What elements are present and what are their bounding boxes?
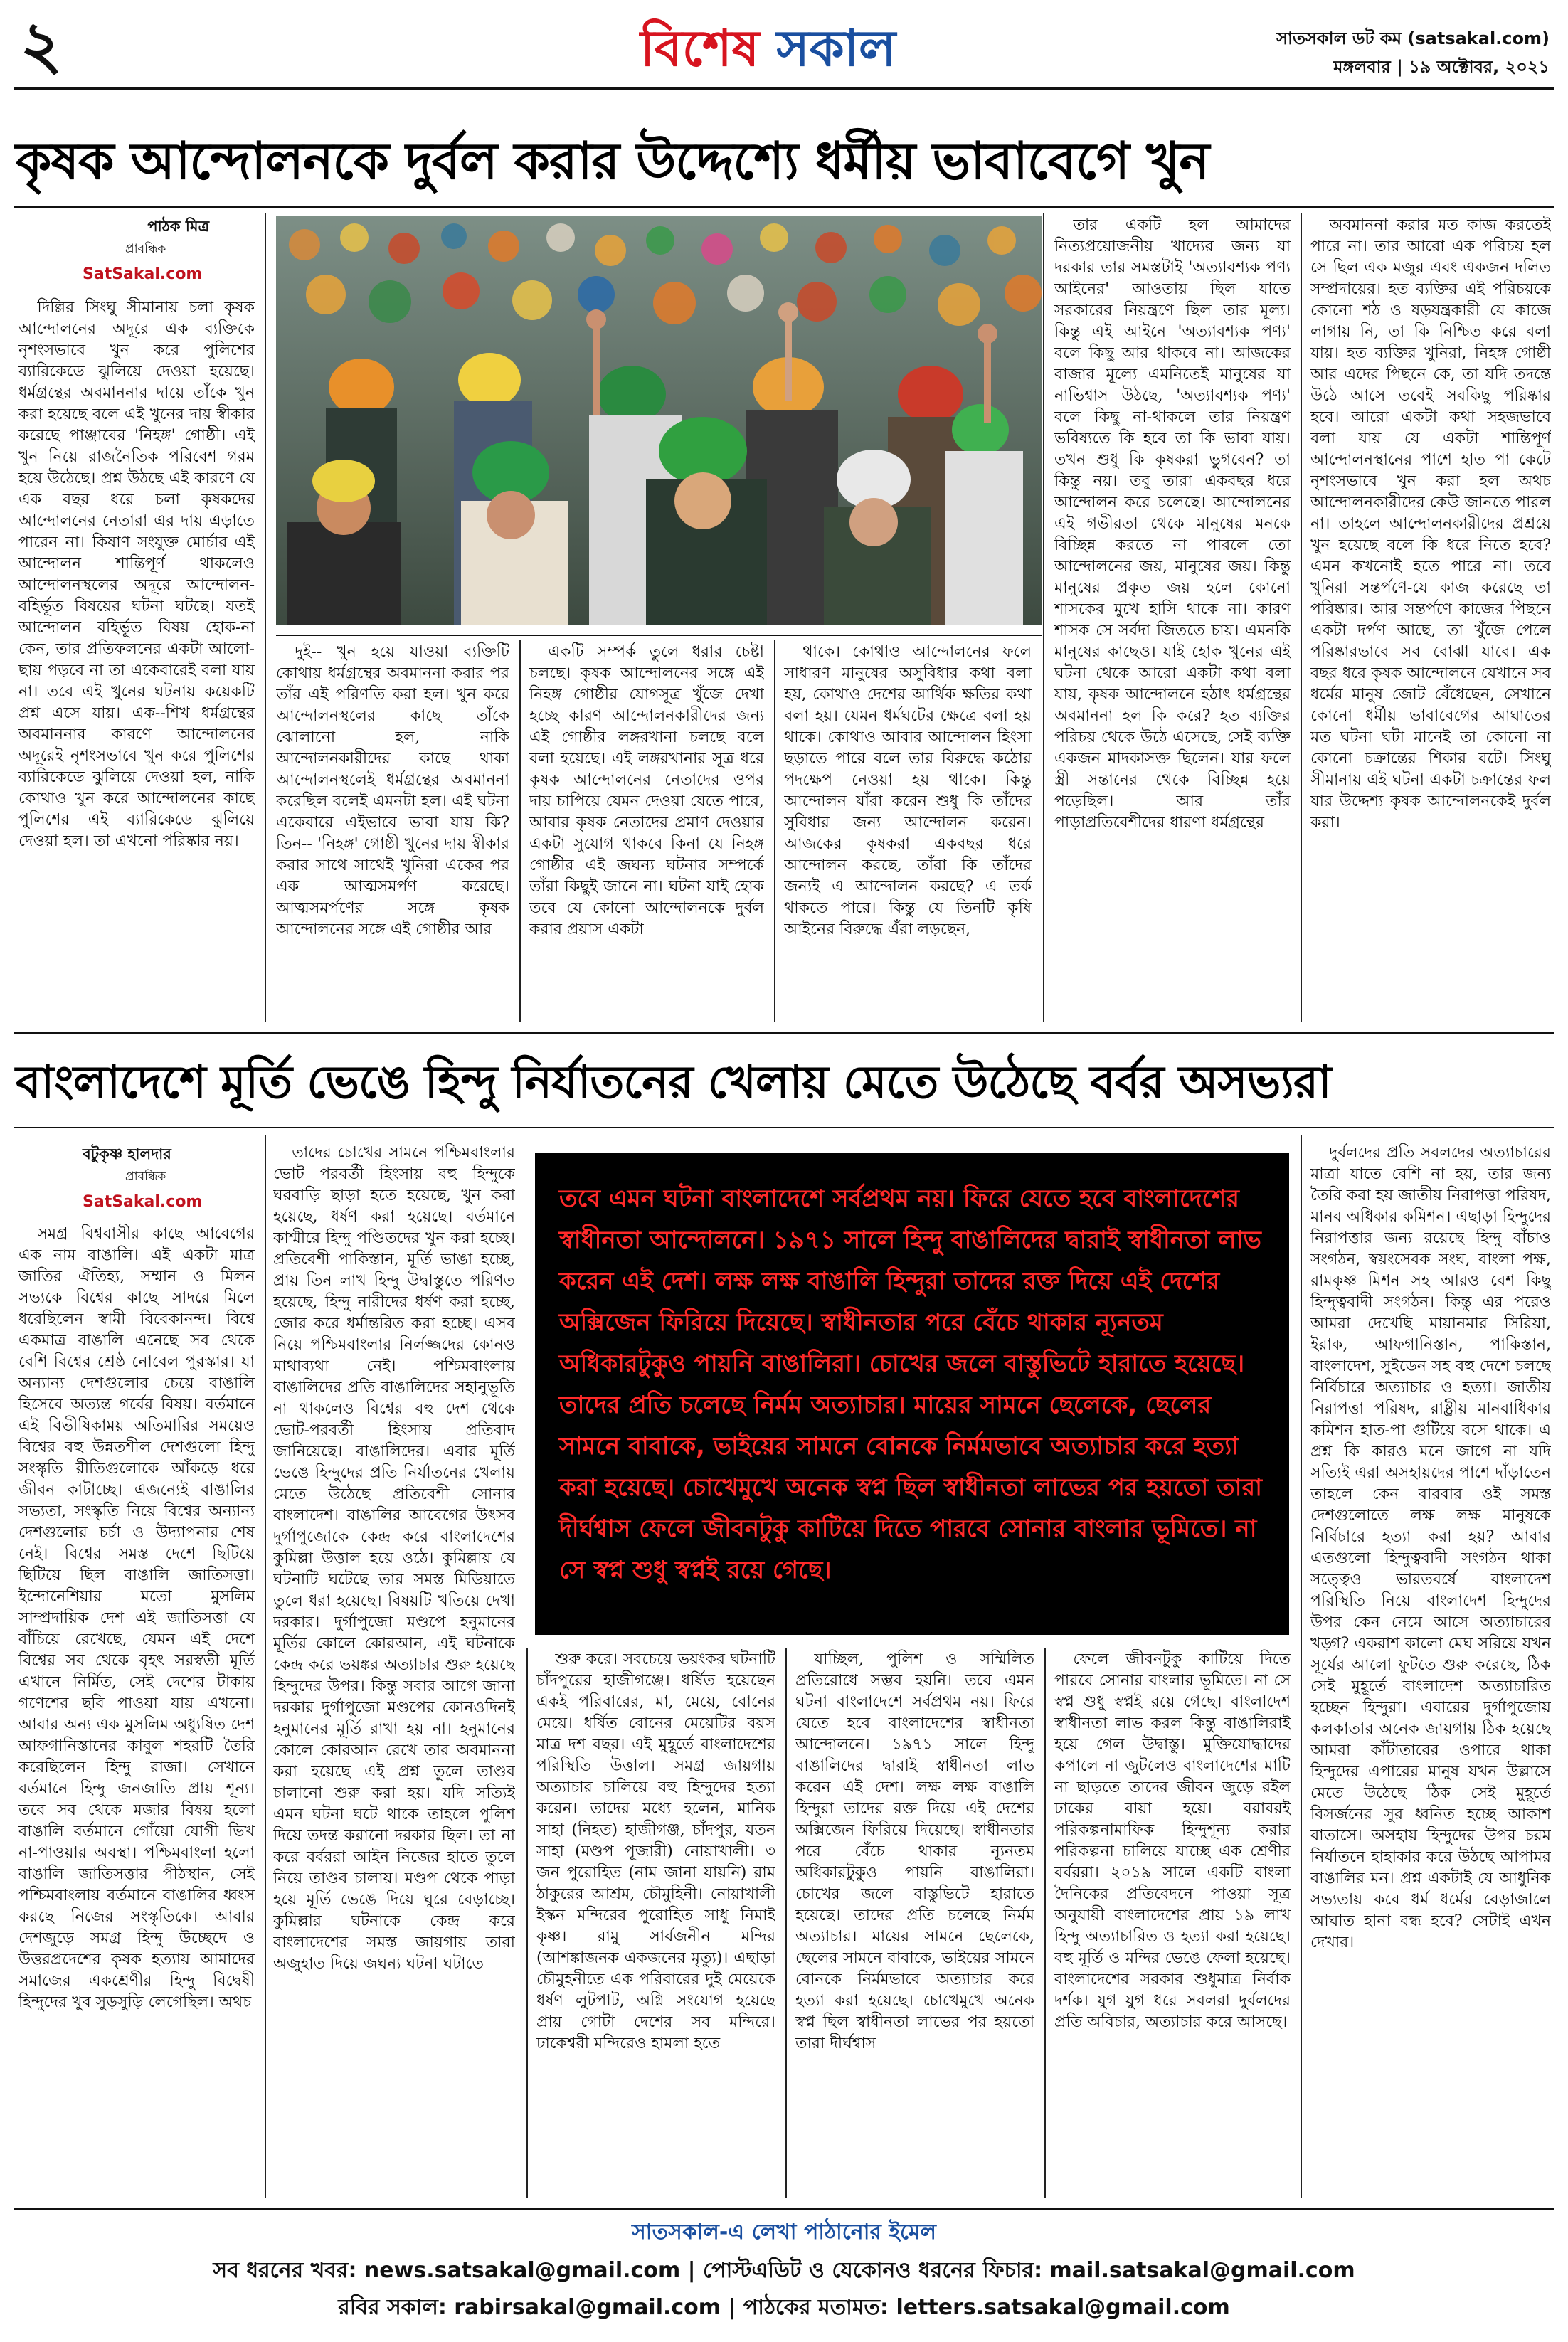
masthead-word-1: বিশেষ — [640, 19, 760, 78]
masthead-word-2: সকাল — [776, 19, 896, 78]
footer-emails-line2: রবির সকাল: rabirsakal@gmail.com | পাঠকের মতামত: letters.satsakal@gmail.com — [338, 2295, 1230, 2320]
article2-colrule-3 — [785, 1648, 787, 2198]
article1-author-role: প্রাবন্ধিক — [125, 242, 166, 256]
article1-col4: থাকে। কোথাও আন্দোলনের ফলে সাধারণ মানুষের অসুবিধার কথা বলা হয়, কোথাও দেশের আর্থিক ক্ষতির কথা বলা হয়। যেমন ধর্মঘটের ক্ষেত্রে বলা হয় থাকে। কোথাও আবার আন্দোলন হিংসা ছড়াতে পারে বলে তার বিরুদ্ধে কঠোর পদক্ষেপ নেওয়া হয় থাকে। কিন্তু আন্দোলন যাঁরা করেন শুধু কি তাঁদের সুবিধার জন্য আন্দোলন করেন। আজকের কৃষকরা একবছর ধরে আন্দোলন করছে, তাঁরা কি তাঁদের জন্যই এ আন্দোলন করছে? এ তর্ক থাকতে পারে। কিন্তু যে তিনটি কৃষি আইনের বিরুদ্ধে এঁরা লড়ছেন, — [784, 643, 1032, 938]
pullquote-box — [535, 1153, 1289, 1635]
article1-headline-rule — [14, 206, 1554, 208]
article1-site: SatSakal.com — [83, 265, 203, 283]
article1-photo-rule — [276, 635, 1042, 636]
issue-date: মঙ্গলবার | ১৯ অক্টোবর, ২০২১ — [1333, 57, 1550, 77]
article2-col1: সমগ্র বিশ্ববাসীর কাছে আবেগের এক নাম বাঙালি। এই একটা মাত্র জাতির ঐতিহ্য, সম্মান ও মিলন সভ্যকে বিশ্বের কাছে সাদরে মিলে ধরেছিলেন স্বামী বিবেকানন্দ। বিশ্বে একমাত্র বাঙালি এনেছে সব থেকে বেশি বিশ্বের শ্রেষ্ঠ নোবেল পুরস্কার। যা অন্যান্য দেশগুলোর চেয়ে বাঙালি হিসেবে অত্যন্ত গর্বের বিষয়। বর্তমানে এই বিভীষিকাময় অতিমারির সময়েও বিশ্বের বহু উন্নতশীল দেশগুলো হিন্দু সংস্কৃতি রীতিগুলোকে আঁকড়ে ধরে জীবন কাটাচ্ছে। এজন্যেই বাঙালির সভ্যতা, সংস্কৃতি নিয়ে বিশ্বের অন্যান্য দেশগুলোর চর্চা ও উদ্যাপনার শেষ নেই। বিশ্বের সমস্ত দেশে ছিটিয়ে ছিটিয়ে ছিল বাঙালি জাতিসত্তা। ইন্দোনেশিয়ার মতো মুসলিম সাম্প্রদায়িক দেশ এই জাতিসত্তা যে বাঁচিয়ে রেখেছে, যেমন এই দেশে বিশ্বের সব থেকে বৃহৎ সরস্বতী মূর্তি এখানে নির্মিত, সেই দেশের টাকায় গণেশের ছবি পাওয়া যায় এখনো। আবার অন্য এক মুসলিম অধ্যুষিত দেশ আফগানিস্তানের কাবুল শহরটি তৈরি করেছিলেন হিন্দু রাজা। সেখানে বর্তমানে হিন্দু জনজাতি প্রায় শূন্য। তবে সব থেকে মজার বিষয় হলো বাঙালি বর্তমানে গোঁয়ো যোগী ভিখ না-পাওয়ার অবস্থা। পশ্চিমবাংলা হলো বাঙালি জাতিসত্তার পীঠস্থান, সেই পশ্চিমবাংলায় বর্তমানে বাঙালির ধ্বংস করছে নিজের সংস্কৃতিকে। আবার দেশজুড়ে সমগ্র হিন্দু উচ্ছেদে ও উত্তরপ্রদেশের কৃষক হত্যায় আমাদের সমাজের একশ্রেণীর হিন্দু বিদ্বেষী হিন্দুদের খুব সুড়সুড়ি লেগেছিল। অথচ — [18, 1225, 255, 2011]
article1-colrule-5 — [1301, 213, 1302, 1022]
article1-col5: তার একটি হল আমাদের নিত্যপ্রয়োজনীয় খাদ্যের জন্য যা দরকার তার সমস্তটাই 'অত্যাবশ্যক পণ্য আইনের' আওতায় ছিল যাতে সরকারের নিয়ন্ত্রণে ছিল তার মূল্য। কিন্তু এই আইনে 'অত্যাবশ্যক পণ্য' বলে কিছু আর থাকবে না। আজকের বাজার মূল্যে এমনিতেই মানুষের যা নাভিশ্বাস উঠছে, 'অত্যাবশ্যক পণ্য' বলে কিছু না-থাকলে তার নিয়ন্ত্রণ ভবিষ্যতে কি হবে তা কি ভাবা যায়। তখন শুধু কি কৃষকরা ভুগবেন? তা কিন্তু নয়। তবু তারা একবছর ধরে আন্দোলন করে চলেছে। আন্দোলনের এই গভীরতা থেকে মানুষের মনকে বিচ্ছিন্ন করতে না পারলে তো আন্দোলনের জয়, মানুষের জয়। কিন্তু মানুষের প্রকৃত জয় হলে কোনো শাসকের মুখে হাসি থাকে না। কারণ শাসক সে সর্বদা জিততে চায়। এমনকি মানুষের কাছেও। যাই হোক খুনের এই ঘটনা থেকে আরো একটা কথা বলা যায়, কৃষক আন্দোলনে হঠাৎ ধর্মগ্রন্থের অবমাননা হল কি করে? হত ব্যক্তির পরিচয় থেকে উঠে এসেছে, সেই ব্যক্তি একজন মাদকাসক্ত ছিলেন। যার ফলে স্ত্রী সন্তানের থেকে বিচ্ছিন্ন হয়ে পড়েছিল। আর তাঁর পাড়াপ্রতিবেশীদের ধারণা ধর্মগ্রন্থের — [1054, 216, 1291, 832]
article2-colrule-1 — [265, 1135, 266, 2198]
article1-author: পাঠক মিত্র — [147, 218, 209, 235]
footer-emails-line1: সব ধরনের খবর: news.satsakal@gmail.com | পোস্টএডিট ও যেকোনও ধরনের ফিচার: mail.satsakal@gmail.com — [213, 2258, 1355, 2283]
article2-author: বটুকৃষ্ণ হালদার — [83, 1145, 171, 1162]
article2-col2: তাদের চোখের সামনে পশ্চিমবাংলার ভোট পরবর্তী হিংসায় বহু হিন্দুকে ঘরবাড়ি ছাড়া হতে হয়েছে, খুন করা হয়েছে, ধর্ষণ করা হয়েছে। বর্তমানে কাশ্মীরে হিন্দু পণ্ডিতদের খুন করা হচ্ছে। প্রতিবেশী পাকিস্তান, মূর্তি ভাঙা হচ্ছে, প্রায় তিন লাখ হিন্দু উদ্বাস্তুতে পরিণত হয়েছে, হিন্দু নারীদের ধর্ষণ করা হচ্ছে, জোর করে ধর্মান্তরিত করা হচ্ছে। এসব নিয়ে পশ্চিমবাংলার নির্লজ্জদের কোনও মাথাব্যথা নেই। পশ্চিমবাংলায় বাঙালিদের প্রতি বাঙালিদের সহানুভূতি না থাকলেও বিশ্বের বহু দেশ থেকে ভোট-পরবর্তী হিংসায় প্রতিবাদ জানিয়েছে। বাঙালিদের। এবার মূর্তি ভেঙে হিন্দুদের প্রতি নির্যাতনের খেলায় মেতে উঠেছে প্রতিবেশী সোনার বাংলাদেশ। বাঙালির আবেগের উৎসব দুর্গাপুজোকে কেন্দ্র করে বাংলাদেশের কুমিল্লা উত্তাল হয়ে ওঠে। কুমিল্লায় যে ঘটনাটি ঘটেছে তার সমস্ত মিডিয়াতে তুলে ধরা হয়েছে। বিষয়টি খতিয়ে দেখা দরকার। দুর্গাপুজো মণ্ডপে হনুমানের মূর্তির কোলে কোরআন, এই ঘটনাকে কেন্দ্র করে ভয়ঙ্কর অত্যাচার শুরু হয়েছে হিন্দুদের উপর। কিন্তু সবার আগে জানা দরকার দুর্গাপুজো মণ্ডপের কোনওদিনই হনুমানের মূর্তি রাখা হয় না। হনুমানের কোলে কোরআন রেখে তার অবমাননা করা হয়েছে এই প্রশ্ন তুলে তাণ্ডব চালানো শুরু করা হয়। যদি সত্যিই এমন ঘটনা ঘটে থাকে তাহলে পুলিশ দিয়ে তদন্ত করানো দরকার ছিল। তা না করে বর্বররা আইন নিজের হাতে তুলে নিয়ে তাণ্ডব চালায়। মণ্ডপ থেকে পাড়া হয়ে মূর্তি ভেঙে দিয়ে ঘুরে বেড়াচ্ছে। কুমিল্লার ঘটনাকে কেন্দ্র করে বাংলাদেশের সমস্ত জায়গায় তারা অজুহাত দিয়ে জঘন্য ঘটনা ঘটাতে — [273, 1144, 515, 1973]
masthead — [640, 18, 896, 78]
article1-col6: অবমাননা করার মত কাজ করতেই পারে না। তার আরো এক পরিচয় হল সে ছিল এক মজুর এবং একজন দলিত সম্প্রদায়ের। হত ব্যক্তির এই পরিচয়কে কোনো শঠ ও ষড়যন্ত্রকারী যে কাজে লাগায় নি, তা কি নিশ্চিত করে বলা যায়। হত ব্যক্তির খুনিরা, নিহঙ্গ গোষ্ঠী আর এদের পিছনে কে, তা যদি তদন্তে উঠে আসে তবেই সবকিছু পরিষ্কার হবে। আরো একটা কথা সহজভাবে বলা যায় যে একটা শান্তিপূর্ণ আন্দোলনস্থানের পাশে হাত পা কেটে নৃশংসভাবে খুন করা হল অথচ আন্দোলনকারীদের কেউ জানতে পারল না। তাহলে আন্দোলনকারীদের প্রশ্রয়ে খুন হয়েছে বলে কি ধরে নিতে হবে? এমন কখনোই হতে পারে না। তবে খুনিরা সন্তর্পণে-যে কাজ করেছে তা পরিষ্কার। আর সন্তর্পণে কাজের পিছনে একটা দর্পণ আছে, তা খুঁজে পেলে পরিষ্কারভাবে সব বোঝা যাবে। এক বছর ধরে কৃষক আন্দোলনে যেখানে সব ধর্মের মানুষ জোট বেঁধেছেন, সেখানে কোনো ধর্মীয় ভাবাবেগের আঘাতের মত ঘটনা ঘটা মানেই তা কোনো না কোনো চক্রান্তের শিকার বটে। সিংঘু সীমানায় এই ঘটনা একটা চক্রান্তের ফল যার উদ্দেশ্য কৃষক আন্দোলনকেই দুর্বল করা। — [1310, 216, 1551, 832]
article1-col2: দুই-- খুন হয়ে যাওয়া ব্যক্তিটি কোথায় ধর্মগ্রন্থের অবমাননা করার পর তাঁর এই পরিণতি করা হল। খুন করে আন্দোলনস্থলের কাছে তাঁকে ঝোলানো হল, নাকি আন্দোলনকারীদের কাছে থাকা আন্দোলনস্থলেই ধর্মগ্রন্থের অবমাননা করেছিল বলেই এমনটা হল। এই ঘটনা একেবারে এইভাবে ভাবা যায় কি? তিন-- 'নিহঙ্গ' গোষ্ঠী খুনের দায় স্বীকার করার সাথে সাথেই খুনিরা একের পর এক আত্মসমর্পণ করেছে। আত্মসমর্পণের সঙ্গে কৃষক আন্দোলনের সঙ্গে এই গোষ্ঠীর আর — [276, 643, 509, 938]
article2-headline: বাংলাদেশে মূর্তি ভেঙে হিন্দু নির্যাতনের খেলায় মেতে উঠেছে বর্বর অসভ্যরা — [16, 1056, 1331, 1109]
footer-rule — [14, 2208, 1554, 2210]
article2-headline-rule — [14, 1127, 1554, 1128]
article1-headline: কৃষক আন্দোলনকে দুর্বল করার উদ্দেশ্যে ধর্মীয় ভাবাবেগে খুন — [16, 131, 1209, 191]
article2-col4: যাচ্ছিল, পুলিশ ও সম্মিলিত প্রতিরোধে সম্ভব হয়নি। তবে এমন ঘটনা বাংলাদেশে সর্বপ্রথম নয়। ফিরে যেতে হবে বাংলাদেশের স্বাধীনতা আন্দোলনে। ১৯৭১ সালে হিন্দু বাঙালিদের দ্বারাই স্বাধীনতা লাভ করেন এই দেশ। লক্ষ লক্ষ বাঙালি হিন্দুরা তাদের রক্ত দিয়ে এই দেশের অক্সিজেন ফিরিয়ে দিয়েছে। স্বাধীনতার পরে বেঁচে থাকার ন্যূনতম অধিকারটুকুও পায়নি বাঙালিরা। চোখের জলে বাস্তুভিটে হারাতে হয়েছে। তাদের প্রতি চলেছে নির্মম অত্যাচার। মায়ের সামনে ছেলেকে, ছেলের সামনে বাবাকে, ভাইয়ের সামনে বোনকে নির্মমভাবে অত্যাচার করে হত্যা করা হয়েছে। চোখেমুখে অনেক স্বপ্ন ছিল স্বাধীনতা লাভের পর হয়তো তারা দীর্ঘশ্বাস — [795, 1650, 1034, 2052]
article2-colrule-2 — [526, 1648, 528, 2198]
article2-col3: শুরু করে। সবচেয়ে ভয়ংকর ঘটনাটি চাঁদপুরের হাজীগঞ্জে। ধর্ষিত হয়েছেন একই পরিবারের, মা, মেয়ে, বোনের মেয়ে। ধর্ষিত বোনের মেয়েটির বয়স মাত্র দশ বছর। এই মুহূর্তে বাংলাদেশের পরিস্থিতি উত্তাল। সমগ্র জায়গায় অত্যাচার চালিয়ে বহু হিন্দুদের হত্যা করেন। তাদের মধ্যে হলেন, মানিক সাহা (নিহত) হাজীগঞ্জ, চাঁদপুর, যতন সাহা (মণ্ডপ পূজারী) নোয়াখালী। ৩ জন পুরোহিত (নাম জানা যায়নি) রাম ঠাকুরের আশ্রম, চৌমুহিনী। নোয়াখালী ইস্কন মন্দিরের পুরোহিত সাধু নিমাই কৃষ্ণ। রামু সার্বজনীন মন্দির (আশঙ্কাজনক একজনের মৃত্যু)। এছাড়া চৌমুহনীতে এক পরিবারের দুই মেয়েকে ধর্ষণ লুটপাট, অগ্নি সংযোগ হয়েছে প্রায় গোটা দেশের সব মন্দিরে। ঢাকেশ্বরী মন্দিরেও হামলা হতে — [536, 1650, 775, 2052]
article2-colrule-4 — [1044, 1648, 1046, 2198]
article1-colrule-1 — [265, 213, 266, 1022]
article2-author-role: প্রাবন্ধিক — [125, 1170, 166, 1184]
article2-byline — [18, 1143, 259, 1211]
header-rule — [14, 87, 1554, 90]
site-name: সাতসকাল ডট কম (satsakal.com) — [1276, 28, 1550, 48]
article1-colrule-3 — [774, 640, 775, 1022]
farmers-protest-photo — [276, 216, 1042, 625]
article2-site: SatSakal.com — [83, 1193, 203, 1211]
article1-col3: একটি সম্পর্ক তুলে ধরার চেষ্টা চলছে। কৃষক আন্দোলনের সঙ্গে এই নিহঙ্গ গোষ্ঠীর যোগসূত্র খুঁজে দেখা হচ্ছে কারণ আন্দোলনকারীদের জন্য এই গোষ্ঠীর লঙ্গরখানা চলছে বলে বলা হয়েছে। এই লঙ্গরখানার সূত্র ধরে কৃষক আন্দোলনের নেতাদের ওপর দায় চাপিয়ে যেমন দেওয়া যেতে পারে, আবার কৃষক নেতাদের প্রমাণ দেওয়ার একটা সুযোগ থাকবে কিনা যে নিহঙ্গ গোষ্ঠীর এই জঘন্য ঘটনার সম্পর্কে তাঁরা কিছুই জানে না। ঘটনা যাই হোক তবে যে কোনো আন্দোলনকে দুর্বল করার প্রয়াস একটা — [529, 643, 764, 938]
article1-col1: দিল্লির সিংঘু সীমানায় চলা কৃষক আন্দোলনের অদূরে এক ব্যক্তিকে নৃশংসভাবে খুন করে পুলিশের ব্যারিকেডে ঝুলিয়ে দেওয়া হয়েছে। ধর্মগ্রন্থের অবমাননার দায়ে তাঁকে খুন করা হয়েছে বলে এই খুনের দায় স্বীকার করেছে পাঞ্জাবের 'নিহঙ্গ' গোষ্ঠী। এই খুন নিয়ে রাজনৈতিক পরিবেশ গরম হয়ে উঠেছে। প্রশ্ন উঠছে এই কারণে যে এক বছর ধরে চলা কৃষকদের আন্দোলনের নেতারা এর দায় এড়াতে পারেন না। কিষাণ সংযুক্ত মোর্চার এই আন্দোলন শান্তিপূর্ণ থাকলেও আন্দোলনস্থলের অদূরে আন্দোলন-বহির্ভূত বিষয়ের ঘটনা ঘটছে। যতই আন্দোলন বহির্ভূত বিষয় হোক-না কেন, তার প্রতিফলনের একটা আলো-ছায় পড়বে না তা একেবারেই বলা যায় না। তবে এই খুনের ঘটনায় কয়েকটি প্রশ্ন এসে যায়। এক--শিখ ধর্মগ্রন্থের অবমাননার কারণে আন্দোলনের অদূরেই নৃশংসভাবে খুন করে পুলিশের ব্যারিকেডে ঝুলিয়ে দেওয়া হল, নাকি কোথাও খুন করে আন্দোলনের কাছে পুলিশের এই ব্যারিকেডে ঝুলিয়ে দেওয়া হল। তা এখনো পরিষ্কার নয়। — [18, 299, 255, 850]
article2-col6: দুর্বলদের প্রতি সবলদের অত্যাচারের মাত্রা যাতে বেশি না হয়, তার জন্য তৈরি করা হয় জাতীয় নিরাপত্তা পরিষদ, মানব অধিকার কমিশন। এছাড়া হিন্দুদের নিরাপত্তার জন্য রয়েছে হিন্দু বাঁচাও সংগঠন, স্বয়ংসেবক সংঘ, বাংলা পক্ষ, রামকৃষ্ণ মিশন সহ আরও বেশ কিছু হিন্দুত্ববাদী সংগঠন। কিন্তু এর পরেও আমরা দেখেছি মায়ানমার সিরিয়া, ইরাক, আফগানিস্তান, পাকিস্তান, বাংলাদেশ, সুইডেন সহ বহু দেশে চলছে নির্বিচারে অত্যাচার ও হত্যা। জাতীয় নিরাপত্তা পরিষদ, রাষ্ট্রীয় মানবাধিকার কমিশন হাত-পা গুটিয়ে বসে থাকে। এ প্রশ্ন কি কারও মনে জাগে না যদি সত্যিই এরা অসহায়দের পাশে দাঁড়াতেন তাহলে কেন বারবার ওই সমস্ত দেশগুলোতে লক্ষ লক্ষ মানুষকে নির্বিচারে হত্যা করা হয়? আবার এতগুলো হিন্দুত্ববাদী সংগঠন থাকা সত্ত্বেও ভারতবর্ষে বাংলাদেশ পরিস্থিতি নিয়ে বাংলাদেশ হিন্দুদের উপর কেন নেমে আসে অত্যাচারের খড়্গ? একরাশ কালো মেঘ সরিয়ে যখন সূর্যের আলো ফুটতে শুরু করেছে, ঠিক সেই মুহূর্তে বাংলাদেশ অত্যাচারিত হচ্ছেন হিন্দুরা। এবারের দুর্গাপুজোয় কলকাতার অনেক জায়গায় ঠিক হয়েছে আমরা কাঁটাতারের ওপারে থাকা হিন্দুদের এপারের মানুষ যখন উল্লাসে মেতে উঠেছে ঠিক সেই মুহূর্তে বিসর্জনের সুর ধ্বনিত হচ্ছে আকাশ বাতাসে। অসহায় হিন্দুদের উপর চরম নির্যাতনে হাহাকার করে উঠছে আপামর বাঙালির মন। প্রশ্ন একটাই যে আধুনিক সভ্যতায় কবে ধর্ম ধর্মের বেড়াজালে আঘাত হানা বন্ধ হবে? সেটাই এখন দেখার। — [1310, 1144, 1551, 1951]
article-separator-rule — [14, 1032, 1554, 1034]
protest-crowd-illustration — [276, 216, 1042, 625]
article2-colrule-5 — [1301, 1135, 1302, 2198]
page-number: ২ — [20, 7, 63, 83]
article2-col5: ফেলে জীবনটুকু কাটিয়ে দিতে পারবে সোনার বাংলার ভূমিতে। না সে স্বপ্ন শুধু স্বপ্নই রয়ে গেছে। বাংলাদেশ স্বাধীনতা লাভ করল কিন্তু বাঙালিরাই হয়ে গেল উদ্বাস্তু। মুক্তিযোদ্ধাদের কপালে না জুটলেও বাংলাদেশের মাটি না ছাড়তে তাদের জীবন জুড়ে রইল ঢাকের বায়া হয়ে। বরাবরই পরিকল্পনামাফিক হিন্দুশূন্য করার পরিকল্পনা চালিয়ে যাচ্ছে এক শ্রেণীর বর্বররা। ২০১৯ সালে একটি বাংলা দৈনিকের প্রতিবেদনে পাওয়া সূত্র অনুযায়ী বাংলাদেশের প্রায় ১৯ লাখ হিন্দু অত্যাচারিত ও হত্যা করা হয়েছে। বহু মূর্তি ও মন্দির ভেঙে ফেলা হয়েছে। বাংলাদেশের সরকার শুধুমাত্র নির্বাক দর্শক। যুগ যুগ ধরে সবলরা দুর্বলদের প্রতি অবিচার, অত্যাচার করে আসছে। — [1054, 1650, 1291, 2031]
pullquote-text: তবে এমন ঘটনা বাংলাদেশে সর্বপ্রথম নয়। ফিরে যেতে হবে বাংলাদেশের স্বাধীনতা আন্দোলনে। ১৯৭১ সালে হিন্দু বাঙালিদের দ্বারাই স্বাধীনতা লাভ করেন এই দেশ। লক্ষ লক্ষ বাঙালি হিন্দুরা তাদের রক্ত দিয়ে এই দেশের অক্সিজেন ফিরিয়ে দিয়েছে। স্বাধীনতার পরে বেঁচে থাকার ন্যূনতম অধিকারটুকুও পায়নি বাঙালিরা। চোখের জলে বাস্তুভিটে হারাতে হয়েছে। তাদের প্রতি চলেছে নির্মম অত্যাচার। মায়ের সামনে ছেলেকে, ছেলের সামনে বাবাকে, ভাইয়ের সামনে বোনকে নির্মমভাবে অত্যাচার করে হত্যা করা হয়েছে। চোখেমুখে অনেক স্বপ্ন ছিল স্বাধীনতা লাভের পর হয়তো তারা দীর্ঘশ্বাস ফেলে জীবনটুকু কাটিয়ে দিতে পারবে সোনার বাংলার ভূমিতে। না সে স্বপ্ন শুধু স্বপ্নই রয়ে গেছে। — [559, 1185, 1263, 1584]
article1-byline — [18, 215, 259, 283]
article1-colrule-4 — [1043, 213, 1044, 1022]
article1-colrule-2 — [519, 640, 521, 1022]
footer-title: সাতসকাল-এ লেখা পাঠানোর ইমেল — [631, 2220, 937, 2245]
